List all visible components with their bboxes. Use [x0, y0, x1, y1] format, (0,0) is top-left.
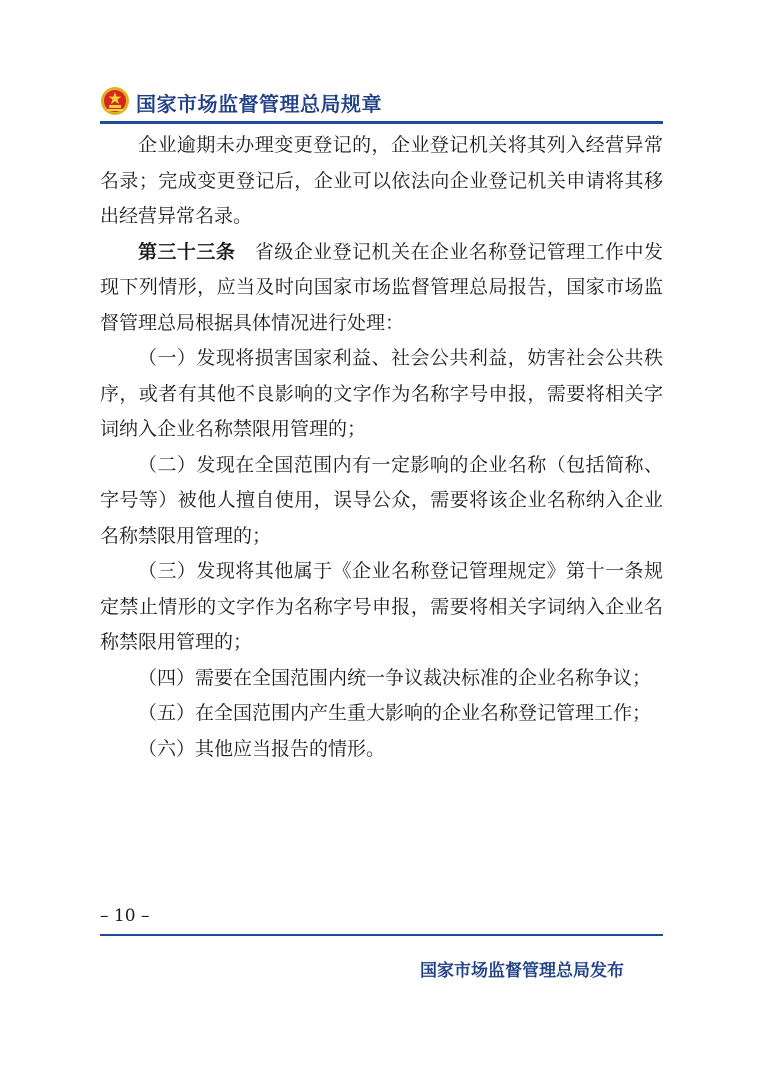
- article-item-4: （四）需要在全国范围内统一争议裁决标准的企业名称争议；: [138, 666, 652, 689]
- article-item-1: （一）发现将损害国家利益、社会公共利益，妨害社会公共秩序，或者有其他不良影响的文字作为名称字号申报，需要将相关字词纳入企业名称禁限用管理的；: [100, 347, 663, 440]
- article-text: 省级企业登记机关在企业名称登记管理工作中发现下列情形，应当及时向国家市场监督管理总局报告，国家市场监督管理总局根据具体情况进行处理：: [100, 240, 663, 334]
- page-number: – 10 –: [100, 906, 150, 926]
- article-item-6: （六）其他应当报告的情形。: [138, 737, 386, 760]
- header-divider: [100, 121, 663, 124]
- article-item-3: （三）发现将其他属于《企业名称登记管理规定》第十一条规定禁止情形的文字作为名称字号申报，需要将相关字词纳入企业名称禁限用管理的；: [100, 560, 663, 653]
- article-item-2: （二）发现在全国范围内有一定影响的企业名称（包括简称、字号等）被他人擅自使用，误导公众，需要将该企业名称纳入企业名称禁限用管理的；: [100, 453, 663, 547]
- article-33: [100, 235, 663, 342]
- header-title: 国家市场监督管理总局规章: [136, 92, 382, 116]
- article-item-5: （五）在全国范围内产生重大影响的企业名称登记管理工作；: [138, 702, 652, 724]
- page-header: [100, 84, 663, 120]
- document-body: [100, 128, 663, 767]
- national-emblem-icon: [100, 86, 130, 116]
- article-number: 第三十三条: [138, 240, 236, 263]
- paragraph-continuation: 企业逾期未办理变更登记的，企业登记机关将其列入经营异常名录；完成变更登记后，企业可以依法向企业登记机关申请将其移出经营异常名录。: [100, 134, 663, 227]
- footer-divider: [100, 934, 663, 936]
- footer-publisher: 国家市场监督管理总局发布: [420, 961, 624, 981]
